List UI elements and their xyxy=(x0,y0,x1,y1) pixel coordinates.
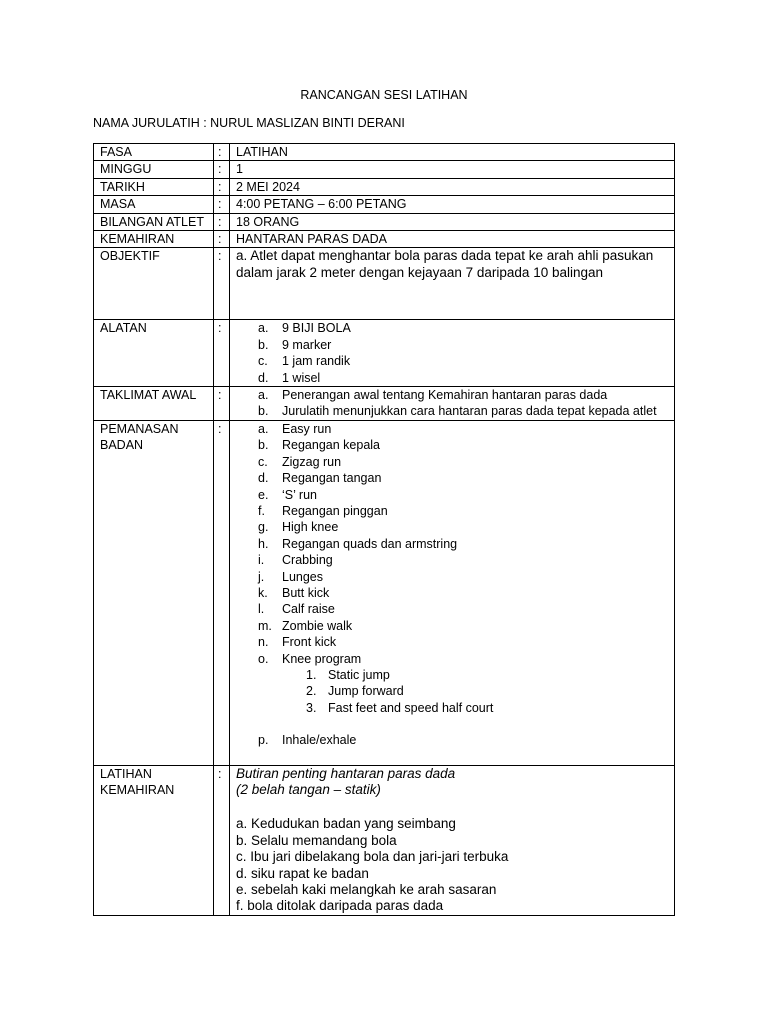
row-label: BILANGAN ATLET xyxy=(94,213,214,230)
list-item: g. High knee xyxy=(258,520,339,535)
skill-training-cell xyxy=(230,765,675,915)
list-item: o. Knee program xyxy=(258,651,362,666)
warmup-list xyxy=(236,421,668,667)
table-row xyxy=(94,231,675,248)
skill-point: d. siku rapat ke badan xyxy=(236,865,369,881)
session-plan-table xyxy=(93,143,675,916)
list-item: a. 9 BIJI BOLA xyxy=(258,321,351,336)
table-row xyxy=(94,196,675,213)
list-item: a. Penerangan awal tentang Kemahiran hantaran paras dada xyxy=(258,388,608,403)
skill-point: c. Ibu jari dibelakang bola dan jari-jari terbuka xyxy=(236,849,509,865)
skill-point: a. Kedudukan badan yang seimbang xyxy=(236,816,456,832)
list-item: 3. Fast feet and speed half court xyxy=(306,700,494,715)
list-item: d. 1 wisel xyxy=(258,370,321,385)
equipment-list-cell xyxy=(230,320,675,387)
skill-heading: Butiran penting hantaran paras dada xyxy=(236,765,456,781)
list-item: c. 1 jam randik xyxy=(258,354,351,369)
row-label: TARIKH xyxy=(94,178,214,195)
list-item: 2. Jump forward xyxy=(306,684,404,699)
row-label: OBJEKTIF xyxy=(94,248,214,320)
list-item: l. Calf raise xyxy=(258,602,335,617)
list-item: m. Zombie walk xyxy=(258,618,353,633)
row-value: 2 MEI 2024 xyxy=(230,178,675,195)
list-item: k. Butt kick xyxy=(258,585,330,600)
list-item: p. Inhale/exhale xyxy=(258,733,357,748)
briefing-list xyxy=(236,387,668,420)
row-value: 1 xyxy=(230,161,675,178)
list-item: i. Crabbing xyxy=(258,553,333,568)
row-colon: : xyxy=(214,387,230,421)
list-item: a. Easy run xyxy=(258,421,332,436)
warmup-list-cell xyxy=(230,420,675,765)
row-colon: : xyxy=(214,161,230,178)
row-colon: : xyxy=(214,144,230,161)
row-colon: : xyxy=(214,196,230,213)
table-row xyxy=(94,320,675,387)
row-colon: : xyxy=(214,765,230,915)
row-colon: : xyxy=(214,248,230,320)
list-item: 1. Static jump xyxy=(306,667,390,682)
table-row xyxy=(94,213,675,230)
skill-point: b. Selalu memandang bola xyxy=(236,832,397,848)
row-colon: : xyxy=(214,178,230,195)
row-colon: : xyxy=(214,213,230,230)
table-row xyxy=(94,248,675,320)
row-label: MINGGU xyxy=(94,161,214,178)
row-label: TAKLIMAT AWAL xyxy=(94,387,214,421)
list-item: h. Regangan quads dan armstring xyxy=(258,536,458,551)
knee-program-sublist xyxy=(236,667,668,716)
row-colon: : xyxy=(214,231,230,248)
row-value: HANTARAN PARAS DADA xyxy=(230,231,675,248)
table-row xyxy=(94,420,675,765)
row-label: PEMANASAN BADAN xyxy=(94,420,214,765)
table-row xyxy=(94,387,675,421)
briefing-list-cell xyxy=(230,387,675,421)
list-item: b. 9 marker xyxy=(258,337,332,352)
row-value: 4:00 PETANG – 6:00 PETANG xyxy=(230,196,675,213)
row-value: 18 ORANG xyxy=(230,213,675,230)
list-item: b. Regangan kepala xyxy=(258,438,380,453)
warmup-list-end xyxy=(236,732,668,748)
list-item: j. Lunges xyxy=(258,569,324,584)
row-label: MASA xyxy=(94,196,214,213)
list-item: b. Jurulatih menunjukkan cara hantaran paras dada tepat kepada atlet xyxy=(258,404,657,419)
objective-text: a. Atlet dapat menghantar bola paras dada tepat ke arah ahli pasukan dalam jarak 2 meter dengan kejayaan 7 daripada 10 balingan xyxy=(230,248,675,320)
table-row xyxy=(94,144,675,161)
list-item: e. ‘S’ run xyxy=(258,487,317,502)
table-row xyxy=(94,178,675,195)
table-row xyxy=(94,765,675,915)
row-colon: : xyxy=(214,420,230,765)
skill-point: e. sebelah kaki melangkah ke arah sasaran xyxy=(236,882,497,898)
table-row xyxy=(94,161,675,178)
row-label: FASA xyxy=(94,144,214,161)
list-item: f. Regangan pinggan xyxy=(258,503,388,518)
skill-point: f. bola ditolak daripada paras dada xyxy=(236,898,444,914)
list-item: n. Front kick xyxy=(258,635,337,650)
coach-name-line: NAMA JURULATIH : NURUL MASLIZAN BINTI DERANI xyxy=(93,116,405,130)
document-title: RANCANGAN SESI LATIHAN xyxy=(300,88,468,102)
row-value: LATIHAN xyxy=(230,144,675,161)
row-label: KEMAHIRAN xyxy=(94,231,214,248)
row-colon: : xyxy=(214,320,230,387)
list-item: c. Zigzag run xyxy=(258,454,342,469)
row-label: ALATAN xyxy=(94,320,214,387)
equipment-list xyxy=(236,320,668,386)
list-item: d. Regangan tangan xyxy=(258,471,382,486)
skill-subheading: (2 belah tangan – statik) xyxy=(236,782,381,797)
row-label: LATIHAN KEMAHIRAN xyxy=(94,765,214,915)
